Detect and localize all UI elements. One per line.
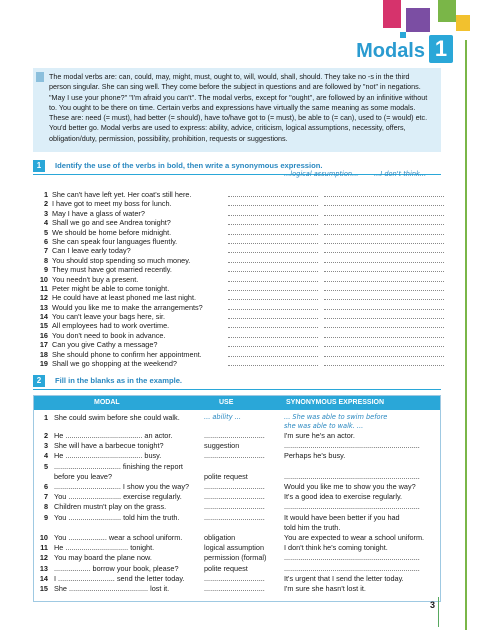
use-cell[interactable]: ..............................	[204, 482, 265, 491]
answer-blank-use[interactable]	[228, 246, 318, 253]
exercise-1-item	[36, 199, 446, 208]
answer-blank-use[interactable]	[228, 265, 318, 272]
exercise-1-list	[36, 170, 446, 369]
answer-blank-use[interactable]	[228, 331, 318, 338]
row-number: 14	[39, 573, 48, 583]
answer-blank-use[interactable]	[228, 256, 318, 263]
modal-cell[interactable]: ................................. finishing the report	[54, 461, 183, 471]
row-number: 4	[43, 451, 48, 461]
answer-blank-synonym[interactable]	[324, 246, 444, 253]
row-number: 6	[43, 482, 48, 491]
exercise-1-item	[36, 321, 446, 330]
use-cell[interactable]: polite request	[204, 471, 248, 481]
row-number: 15	[39, 584, 48, 593]
synonym-cell[interactable]: It would have been better if you had	[284, 512, 400, 522]
item-sentence: All employees had to work overtime.	[52, 321, 170, 331]
unit-number-badge: 1	[429, 35, 453, 63]
answer-blank-use[interactable]	[228, 312, 318, 319]
item-sentence: He could have at least phoned me last night.	[52, 293, 197, 303]
answer-blank-synonym[interactable]	[324, 331, 444, 338]
exercise-1-item	[36, 303, 446, 312]
synonym-cell[interactable]: ...................................................................	[284, 553, 420, 563]
synonym-cell[interactable]: ...................................................................	[284, 563, 420, 573]
decorative-square-pink	[383, 0, 401, 28]
synonym-cell[interactable]: Would you like me to show you the way?	[284, 482, 416, 491]
synonym-cell[interactable]: ...................................................................	[284, 471, 420, 481]
answer-blank-synonym[interactable]	[324, 293, 444, 300]
synonym-cell[interactable]: I'm sure she hasn't lost it.	[284, 584, 366, 593]
item-number: 17	[39, 340, 48, 350]
exercise-1-header	[33, 160, 323, 172]
synonym-cell[interactable]: It's urgent that I send the letter today.	[284, 573, 404, 583]
column-header-synonym: SYNONYMOUS EXPRESSION	[286, 399, 385, 406]
use-cell[interactable]: obligation	[204, 533, 236, 542]
item-number: 1	[43, 190, 48, 199]
hint-use: ...logical assumption...	[284, 170, 359, 178]
use-cell[interactable]: polite request	[204, 563, 248, 573]
modal-cell[interactable]: ................................. I show you the way?	[54, 482, 190, 491]
exercise-1-item	[36, 331, 446, 340]
decorative-square-green	[438, 0, 456, 22]
answer-blank-synonym[interactable]	[324, 303, 444, 310]
row-number: 3	[43, 441, 48, 451]
modal-cell[interactable]: You may board the plane now.	[54, 553, 152, 563]
item-number: 2	[43, 199, 48, 209]
answer-blank-use[interactable]	[228, 209, 318, 216]
answer-blank-synonym[interactable]	[324, 199, 444, 206]
exercise-1-item	[36, 340, 446, 349]
answer-blank-use[interactable]	[228, 321, 318, 328]
synonym-cell[interactable]: ...................................................................	[284, 502, 420, 512]
use-cell[interactable]: ..............................	[204, 431, 265, 440]
item-number: 12	[39, 293, 48, 303]
item-sentence: Would you like me to make the arrangements?	[52, 302, 203, 312]
decorative-square-blue-small	[400, 32, 406, 38]
answer-blank-synonym[interactable]	[324, 256, 444, 263]
synonym-cell[interactable]: I'm sure he's an actor.	[284, 431, 355, 440]
exercise-1-item	[36, 228, 446, 237]
answer-blank-synonym[interactable]	[324, 359, 444, 366]
exercise-1-item	[36, 293, 446, 302]
use-cell[interactable]: ..............................	[204, 573, 265, 583]
answer-blank-synonym[interactable]	[324, 209, 444, 216]
row-number: 8	[43, 502, 48, 512]
synonym-cell-continued: she was able to walk. ...	[284, 422, 364, 430]
exercise-1-item	[36, 256, 446, 265]
intro-text: The modal verbs are: can, could, may, might, must, ought to, will, would, shall, should. They take no -s in the third person singular. She can sing well. They come before the subject in questions and are followed by "not" in negations. "May I use your phone?" "I'm afraid you can't". The modal verbs, except for "ought", are followed by an infinitive without to. You ought to be there on time. Certain verbs and expressions have virtually the same meaning as some modals. These are: need (= must), had better (= should), have to/have got to (= must), be able to (= can), used to (= would) etc. You'd better go. Modal verbs are used to express: ability, advice, criticism, logical assumptions, necessity, offers, obligation/duty, permission, possibility, prohibition, requests or suggestions.	[49, 72, 428, 143]
answer-blank-synonym[interactable]	[324, 265, 444, 272]
item-number: 10	[39, 274, 48, 284]
item-sentence: You needn't buy a present.	[52, 274, 139, 284]
use-cell[interactable]: suggestion	[204, 441, 240, 451]
decorative-square-purple	[406, 8, 430, 32]
exercise-1-item	[36, 359, 446, 368]
synonym-cell[interactable]: ... She was able to swim before	[284, 413, 388, 421]
hint-row	[36, 170, 446, 190]
row-number: 2	[43, 431, 48, 440]
item-number: 14	[39, 312, 48, 322]
exercise-1-item	[36, 237, 446, 246]
answer-blank-synonym[interactable]	[324, 218, 444, 225]
answer-blank-use[interactable]	[228, 237, 318, 244]
item-number: 18	[39, 349, 48, 359]
modal-cell[interactable]: He ...................................... busy.	[54, 451, 162, 461]
item-number: 8	[43, 255, 48, 265]
item-sentence: Shall we go shopping at the weekend?	[52, 359, 177, 369]
use-cell[interactable]: ..............................	[204, 492, 265, 502]
exercise-1-item	[36, 275, 446, 284]
modal-cell[interactable]: I ............................ send the letter today.	[54, 573, 185, 583]
page-title: Modals	[356, 40, 425, 62]
item-number: 6	[43, 236, 48, 246]
answer-blank-use[interactable]	[228, 359, 318, 366]
exercise-1-item	[36, 218, 446, 227]
answer-blank-synonym[interactable]	[324, 190, 444, 197]
answer-blank-use[interactable]	[228, 340, 318, 347]
column-header-use: USE	[219, 399, 234, 406]
exercise-2-header	[33, 375, 182, 387]
modal-cell[interactable]: before you leave?	[54, 471, 113, 481]
answer-blank-synonym[interactable]	[324, 312, 444, 319]
answer-blank-use[interactable]	[228, 199, 318, 206]
exercise-1-number: 1	[33, 160, 45, 172]
table-body	[34, 410, 440, 601]
row-number: 10	[39, 533, 48, 542]
modal-cell[interactable]: He ............................... tonight.	[54, 543, 155, 553]
item-sentence: She should phone to confirm her appointment.	[52, 349, 202, 359]
use-cell[interactable]: ..............................	[204, 451, 265, 461]
use-cell[interactable]: logical assumption	[204, 543, 265, 553]
modal-cell[interactable]: You ................... wear a school uniform.	[54, 533, 183, 542]
answer-blank-synonym[interactable]	[324, 350, 444, 357]
row-number: 9	[43, 512, 48, 522]
page-number: 3	[429, 600, 435, 610]
row-number: 7	[43, 492, 48, 502]
item-number: 5	[43, 227, 48, 237]
modal-cell[interactable]: She ....................................... lost it.	[54, 584, 170, 593]
answer-blank-use[interactable]	[228, 284, 318, 291]
modal-cell[interactable]: Children mustn't play on the grass.	[54, 502, 167, 512]
intro-box	[33, 68, 441, 152]
use-cell[interactable]: ..............................	[204, 502, 265, 512]
item-sentence: Can you give Cathy a message?	[52, 340, 158, 350]
modal-cell[interactable]: She could swim before she could walk.	[54, 413, 180, 422]
answer-blank-use[interactable]	[228, 228, 318, 235]
item-number: 11	[40, 283, 48, 293]
item-number: 16	[39, 330, 48, 340]
hint-synonym: ...I don't think...	[374, 170, 427, 178]
exercise-1-item	[36, 312, 446, 321]
answer-blank-use[interactable]	[228, 275, 318, 282]
use-cell[interactable]: ..............................	[204, 512, 265, 522]
item-sentence: You can't leave your bags here, sir.	[52, 312, 166, 322]
note-flag-icon	[36, 72, 44, 82]
answer-blank-use[interactable]	[228, 218, 318, 225]
exercise-1-item	[36, 246, 446, 255]
row-number: 11	[40, 543, 48, 553]
use-cell[interactable]: ..............................	[204, 584, 265, 593]
exercise-1-item	[36, 284, 446, 293]
answer-blank-synonym[interactable]	[324, 284, 444, 291]
exercise-2-instruction: Fill in the blanks as in the example.	[55, 376, 183, 385]
exercise-2-divider	[33, 389, 441, 390]
exercise-2-table	[33, 395, 441, 602]
table-header	[34, 396, 440, 410]
item-number: 19	[39, 359, 48, 369]
answer-blank-synonym[interactable]	[324, 321, 444, 328]
item-sentence: Can I leave early today?	[52, 246, 131, 256]
item-number: 15	[39, 321, 48, 331]
item-sentence: You should stop spending so much money.	[52, 255, 191, 265]
row-number: 12	[39, 553, 48, 563]
answer-blank-use[interactable]	[228, 293, 318, 300]
item-sentence: Peter might be able to come tonight.	[52, 283, 170, 293]
exercise-1-item	[36, 265, 446, 274]
item-sentence: Shall we go and see Andrea tonight?	[52, 218, 171, 228]
item-sentence: She can't have left yet. Her coat's still here.	[52, 190, 192, 199]
page-number-divider	[438, 597, 439, 627]
item-sentence: I have got to meet my boss for lunch.	[52, 199, 172, 209]
exercise-2-number: 2	[33, 375, 45, 387]
synonym-cell[interactable]: ...................................................................	[284, 441, 420, 451]
synonym-cell[interactable]: I don't think he's coming tonight.	[284, 543, 388, 553]
answer-blank-use[interactable]	[228, 350, 318, 357]
item-sentence: We should be home before midnight.	[52, 227, 172, 237]
item-sentence: She can speak four languages fluently.	[52, 236, 178, 246]
item-number: 9	[43, 265, 48, 275]
modal-cell[interactable]: You .......................... exercise regularly.	[54, 492, 182, 502]
item-sentence: They must have got married recently.	[52, 265, 172, 275]
modal-cell[interactable]: You .......................... told him the truth.	[54, 512, 180, 522]
item-sentence: You don't need to book in advance.	[52, 330, 166, 340]
synonym-cell[interactable]: told him the truth.	[284, 522, 341, 532]
use-cell[interactable]: permission (formal)	[204, 553, 267, 563]
exercise-1-item	[36, 190, 446, 199]
modal-cell[interactable]: He ...................................... an actor.	[54, 431, 173, 440]
modal-cell[interactable]: She will have a barbecue tonight?	[54, 441, 164, 451]
decorative-square-yellow	[456, 15, 470, 31]
row-number: 13	[39, 563, 48, 573]
item-number: 3	[43, 208, 48, 218]
decorative-bar-green-right	[465, 40, 467, 630]
item-number: 7	[43, 246, 48, 256]
row-number: 1	[43, 413, 48, 422]
answer-blank-use[interactable]	[228, 190, 318, 197]
answer-blank-use[interactable]	[228, 303, 318, 310]
synonym-cell[interactable]: You are expected to wear a school uniform.	[284, 533, 425, 542]
item-number: 13	[39, 302, 48, 312]
answer-blank-synonym[interactable]	[324, 237, 444, 244]
item-sentence: May I have a glass of water?	[52, 208, 145, 218]
synonym-cell[interactable]: It's a good idea to exercise regularly.	[284, 492, 403, 502]
exercise-1-instruction: Identify the use of the verbs in bold, then write a synonymous expression.	[55, 161, 323, 170]
synonym-cell[interactable]: Perhaps he's busy.	[284, 451, 346, 461]
modal-cell[interactable]: .................. borrow your book, please?	[54, 563, 179, 573]
column-header-modal: MODAL	[94, 399, 120, 406]
item-number: 4	[43, 218, 48, 228]
exercise-1-item	[36, 350, 446, 359]
use-cell[interactable]: ... ability ...	[204, 413, 241, 421]
exercise-1-item	[36, 209, 446, 218]
answer-blank-synonym[interactable]	[324, 228, 444, 235]
answer-blank-synonym[interactable]	[324, 275, 444, 282]
answer-blank-synonym[interactable]	[324, 340, 444, 347]
row-number: 5	[43, 461, 48, 471]
